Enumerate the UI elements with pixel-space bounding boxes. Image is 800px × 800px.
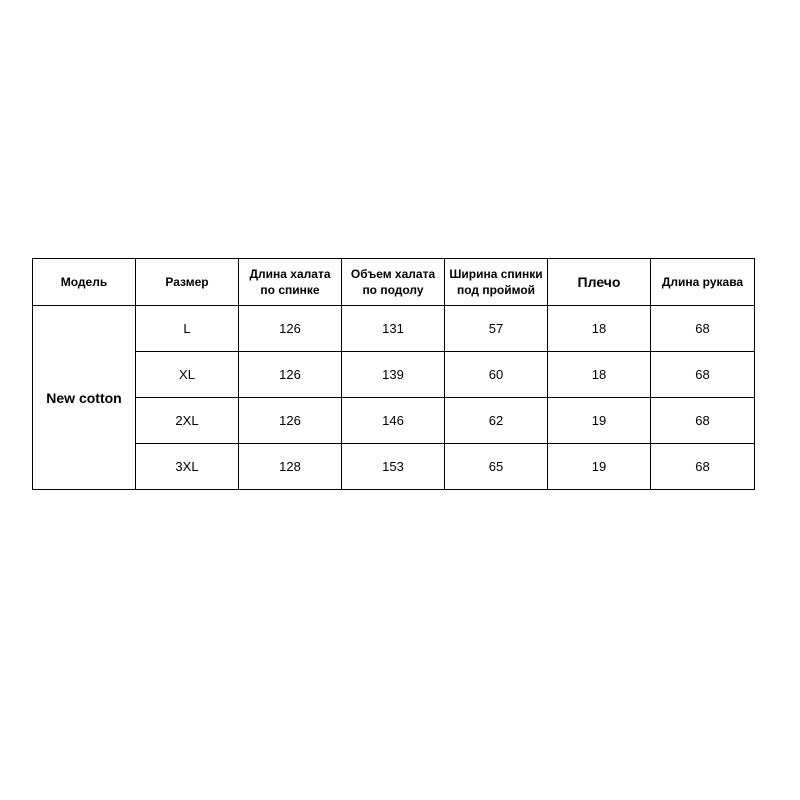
- sleeve-length-cell: 68: [651, 352, 755, 398]
- back-length-cell: 126: [239, 306, 342, 352]
- sleeve-length-cell: 68: [651, 398, 755, 444]
- size-cell: L: [136, 306, 239, 352]
- back-width-cell: 60: [445, 352, 548, 398]
- shoulder-cell: 19: [548, 398, 651, 444]
- back-length-cell: 126: [239, 352, 342, 398]
- back-width-cell: 65: [445, 444, 548, 490]
- header-size: Размер: [136, 259, 239, 306]
- sleeve-length-cell: 68: [651, 444, 755, 490]
- back-width-cell: 62: [445, 398, 548, 444]
- size-cell: XL: [136, 352, 239, 398]
- back-length-cell: 126: [239, 398, 342, 444]
- header-back-length: Длина халата по спинке: [239, 259, 342, 306]
- size-chart-table: [32, 258, 755, 490]
- hem-circumference-cell: 153: [342, 444, 445, 490]
- header-back-width: Ширина спинки под проймой: [445, 259, 548, 306]
- table-row: [33, 444, 755, 490]
- sleeve-length-cell: 68: [651, 306, 755, 352]
- shoulder-cell: 18: [548, 352, 651, 398]
- back-length-cell: 128: [239, 444, 342, 490]
- hem-circumference-cell: 139: [342, 352, 445, 398]
- shoulder-cell: 18: [548, 306, 651, 352]
- size-cell: 3XL: [136, 444, 239, 490]
- back-width-cell: 57: [445, 306, 548, 352]
- hem-circumference-cell: 131: [342, 306, 445, 352]
- table-row: [33, 352, 755, 398]
- size-cell: 2XL: [136, 398, 239, 444]
- header-row: [33, 259, 755, 306]
- shoulder-cell: 19: [548, 444, 651, 490]
- header-sleeve-length: Длина рукава: [651, 259, 755, 306]
- table-row: [33, 398, 755, 444]
- hem-circumference-cell: 146: [342, 398, 445, 444]
- header-model: Модель: [33, 259, 136, 306]
- header-shoulder: Плечо: [548, 259, 651, 306]
- header-hem-circumference: Объем халата по подолу: [342, 259, 445, 306]
- table-row: [33, 306, 755, 352]
- model-name-cell: New cotton: [33, 306, 136, 490]
